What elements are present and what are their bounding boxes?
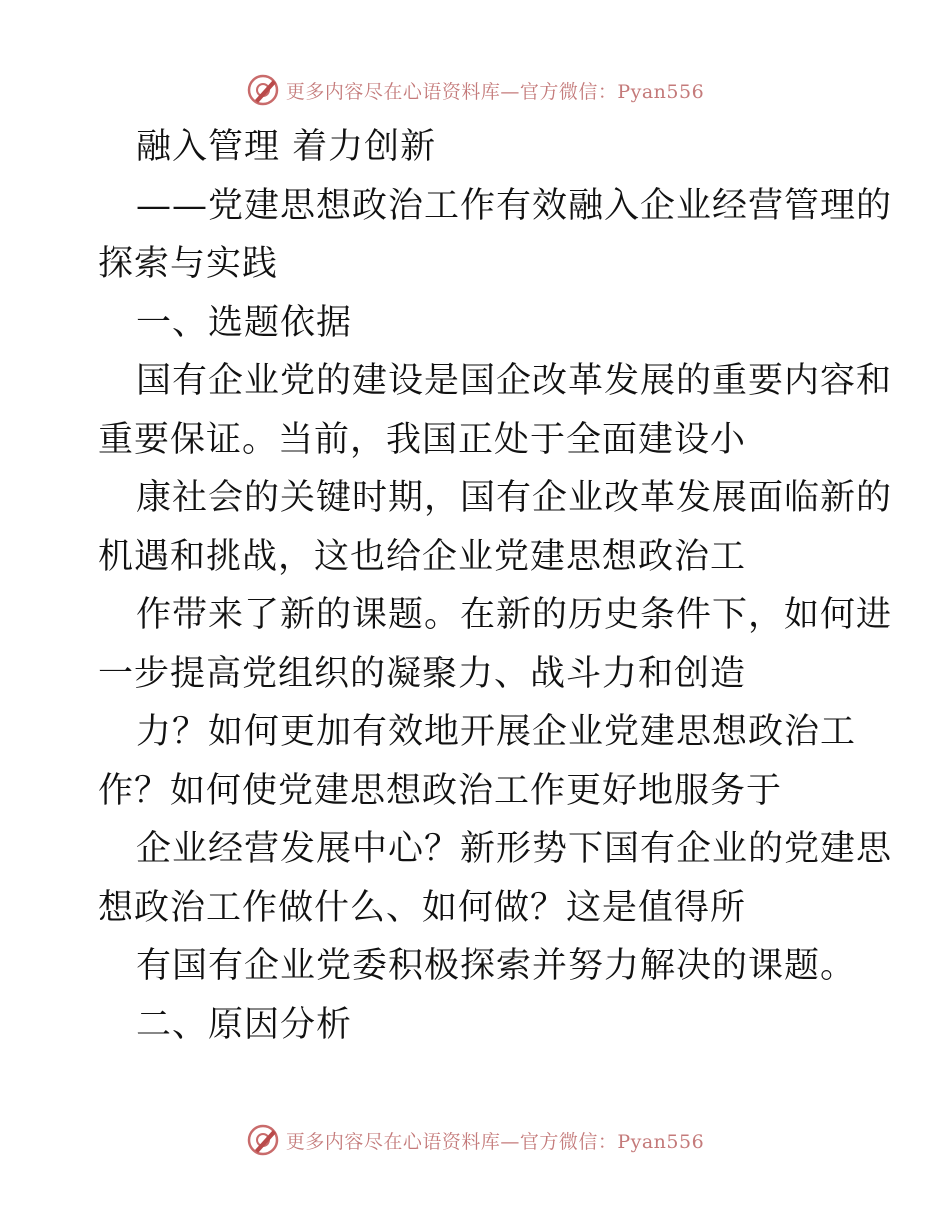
paragraph-line: 一步提高党组织的凝聚力、战斗力和创造 bbox=[98, 653, 747, 694]
paragraph-line: 国有企业党的建设是国企改革发展的重要内容和 bbox=[136, 361, 893, 401]
subtitle-line-2: 探索与实践 bbox=[98, 244, 279, 284]
paragraph-line: 机遇和挑战，这也给企业党建思想政治工 bbox=[98, 536, 747, 577]
paragraph-line: 作带来了新的课题。在新的历史条件下，如何进 bbox=[136, 595, 893, 635]
watermark-text: 更多内容尽在心语资料库—官方微信：Pyan556 bbox=[285, 80, 705, 103]
title-line: 融入管理 着力创新 bbox=[136, 127, 437, 167]
section-heading-2: 二、原因分析 bbox=[136, 1004, 353, 1045]
watermark-footer bbox=[0, 1120, 950, 1160]
paragraph-line: 重要保证。当前，我国正处于全面建设小 bbox=[98, 419, 747, 460]
pen-logo-icon bbox=[246, 1123, 280, 1157]
pen-logo-icon bbox=[246, 73, 280, 107]
section-heading-1: 一、选题依据 bbox=[136, 302, 353, 343]
watermark-header bbox=[0, 70, 950, 110]
paragraph-line: 康社会的关键时期，国有企业改革发展面临新的 bbox=[136, 478, 893, 518]
document-body bbox=[98, 118, 893, 1054]
paragraph-line: 有国有企业党委积极探索并努力解决的课题。 bbox=[136, 946, 857, 986]
subtitle-line-1: ——党建思想政治工作有效融入企业经营管理的 bbox=[136, 185, 893, 226]
paragraph-line: 想政治工作做什么、如何做？这是值得所 bbox=[98, 887, 747, 928]
paragraph-line: 作？如何使党建思想政治工作更好地服务于 bbox=[98, 770, 783, 811]
watermark-text: 更多内容尽在心语资料库—官方微信：Pyan556 bbox=[285, 1130, 705, 1153]
paragraph-line: 力？如何更加有效地开展企业党建思想政治工 bbox=[136, 712, 857, 752]
paragraph-line: 企业经营发展中心？新形势下国有企业的党建思 bbox=[136, 829, 893, 869]
